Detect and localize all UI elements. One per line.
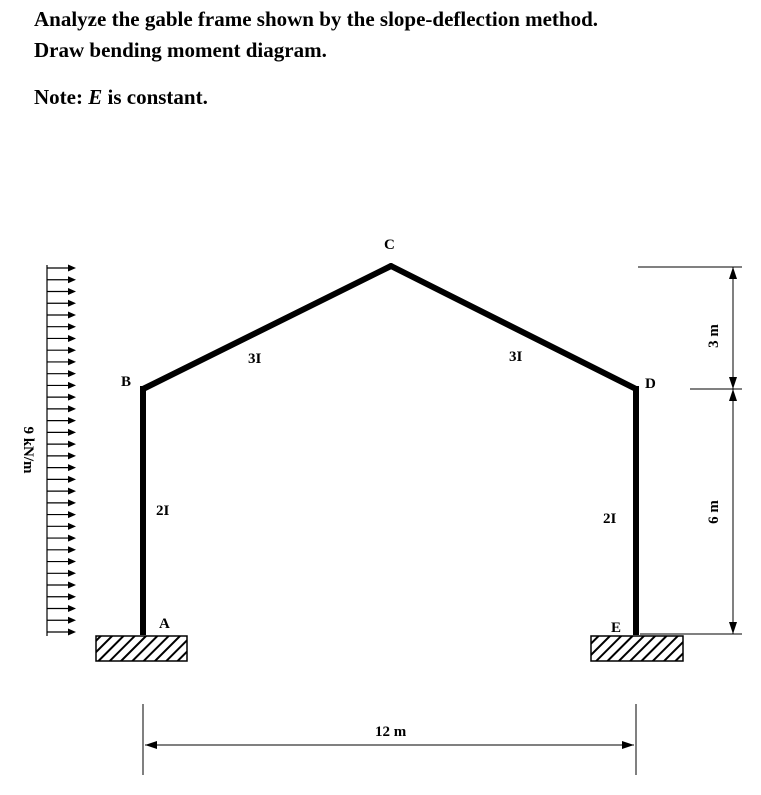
- load-arrow-head: [68, 499, 76, 506]
- load-arrow-head: [68, 511, 76, 518]
- load-arrow-head: [68, 323, 76, 330]
- joint-label-c: C: [384, 237, 395, 253]
- load-arrow-head: [68, 405, 76, 412]
- member-label-cd: 3I: [509, 349, 523, 365]
- note-prefix: Note:: [34, 85, 89, 109]
- rise-arrow-top: [729, 267, 737, 279]
- load-arrow-head: [68, 464, 76, 471]
- load-arrow-head: [68, 488, 76, 495]
- load-arrow-head: [68, 629, 76, 636]
- load-arrow-head: [68, 452, 76, 459]
- load-arrow-head: [68, 429, 76, 436]
- load-arrow-head: [68, 288, 76, 295]
- load-arrow-head: [68, 546, 76, 553]
- span-arrow-right: [622, 741, 634, 749]
- load-arrow-head: [68, 535, 76, 542]
- span-arrow-left: [145, 741, 157, 749]
- load-arrow-head: [68, 394, 76, 401]
- load-arrow-head: [68, 558, 76, 565]
- load-arrow-head: [68, 582, 76, 589]
- note-suffix: is constant.: [102, 85, 208, 109]
- height-arrow-top: [729, 389, 737, 401]
- height-dimension-label: 6 m: [706, 500, 722, 524]
- joint-label-a: A: [159, 616, 170, 632]
- load-arrow-head: [68, 593, 76, 600]
- fixed-support-e: [591, 636, 683, 661]
- fixed-support-a: [96, 636, 187, 661]
- load-arrow-head: [68, 476, 76, 483]
- problem-line-2: Draw bending moment diagram.: [34, 38, 327, 62]
- load-arrow-head: [68, 441, 76, 448]
- load-arrow-head: [68, 617, 76, 624]
- load-arrow-head: [68, 523, 76, 530]
- member-label-bc: 3I: [248, 351, 262, 367]
- load-arrow-head: [68, 382, 76, 389]
- load-arrow-head: [68, 605, 76, 612]
- member-bc: [143, 266, 391, 389]
- load-arrow-head: [68, 570, 76, 577]
- load-arrow-head: [68, 370, 76, 377]
- member-label-de: 2I: [603, 511, 617, 527]
- distributed-load: [47, 265, 76, 637]
- load-arrow-head: [68, 276, 76, 283]
- note-variable: E: [88, 85, 103, 109]
- rise-arrow-bottom: [729, 377, 737, 389]
- load-arrow-head: [68, 311, 76, 318]
- rise-dimension-label: 3 m: [706, 324, 722, 348]
- joint-label-d: D: [645, 376, 656, 392]
- member-cd: [391, 266, 636, 389]
- span-dimension-label: 12 m: [375, 724, 407, 740]
- load-arrow-head: [68, 417, 76, 424]
- load-arrow-head: [68, 347, 76, 354]
- joint-label-b: B: [121, 374, 132, 390]
- load-label: 9 kN/m: [20, 426, 36, 474]
- joint-label-e: E: [611, 620, 622, 636]
- load-arrow-head: [68, 265, 76, 272]
- height-arrow-bottom: [729, 622, 737, 634]
- problem-line-1: Analyze the gable frame shown by the slope-deflection method.: [34, 7, 599, 31]
- load-arrow-head: [68, 358, 76, 365]
- load-arrow-head: [68, 335, 76, 342]
- member-label-ab: 2I: [156, 503, 170, 519]
- load-arrow-head: [68, 300, 76, 307]
